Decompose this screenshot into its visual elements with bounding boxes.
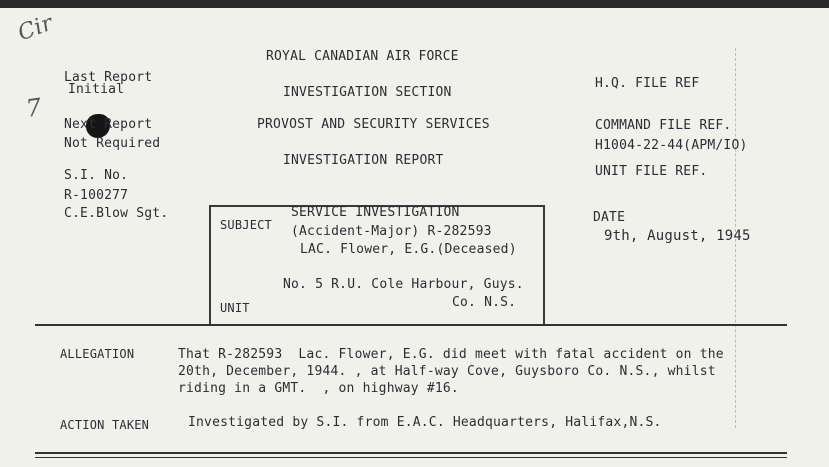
header-investigation-section: INVESTIGATION SECTION [283, 85, 452, 100]
command-file-ref-label: COMMAND FILE REF. [595, 118, 732, 133]
allegation-line-2: 20th, December, 1944. , at Half-way Cove, Guysboro Co. N.S., whilst [178, 364, 716, 379]
si-number-label: S.I. No. [64, 168, 129, 183]
si-investigator-name: C.E.Blow Sgt. [64, 206, 169, 221]
unit-label: UNIT [220, 301, 250, 315]
bottom-rule-2 [35, 457, 787, 458]
hq-file-ref: H.Q. FILE REF [595, 76, 700, 91]
allegation-line-1: That R-282593 Lac. Flower, E.G. did meet with fatal accident on the [178, 347, 724, 362]
allegation-line-3: riding in a GMT. , on highway #16. [178, 381, 459, 396]
header-investigation-report: INVESTIGATION REPORT [283, 153, 444, 168]
handwritten-scribble: Cir [14, 10, 57, 47]
report-page [0, 8, 829, 467]
last-report-label: Last Report [64, 70, 153, 85]
allegation-label: ALLEGATION [60, 347, 135, 361]
subject-line-3: LAC. Flower, E.G.(Deceased) [300, 242, 517, 257]
bottom-rule-1 [35, 452, 787, 454]
date-label: DATE [593, 210, 626, 225]
header-air-force: ROYAL CANADIAN AIR FORCE [266, 49, 459, 64]
next-report-value: Not Required [64, 136, 161, 151]
unit-address-line-2: Co. N.S. [452, 295, 517, 310]
next-report-label: Next Report [64, 117, 153, 132]
action-taken-label: ACTION TAKEN [60, 418, 150, 432]
si-number-value: R-100277 [64, 188, 129, 203]
command-file-ref-value: H1004-22-44(APM/IO) [595, 138, 748, 153]
header-provost-services: PROVOST AND SECURITY SERVICES [257, 117, 490, 132]
handwritten-margin-mark: 7 [24, 93, 44, 123]
date-value: 9th, August, 1945 [604, 228, 751, 244]
unit-address-line-1: No. 5 R.U. Cole Harbour, Guys. [283, 277, 524, 292]
last-report-value: Initial [68, 82, 125, 97]
subject-line-2: (Accident-Major) R-282593 [291, 224, 492, 239]
unit-file-ref: UNIT FILE REF. [595, 164, 708, 179]
action-taken-text: Investigated by S.I. from E.A.C. Headquarters, Halifax,N.S. [188, 415, 662, 430]
subject-label: SUBJECT [220, 218, 272, 232]
section-divider [35, 324, 787, 326]
subject-line-1: SERVICE INVESTIGATION [291, 205, 460, 220]
